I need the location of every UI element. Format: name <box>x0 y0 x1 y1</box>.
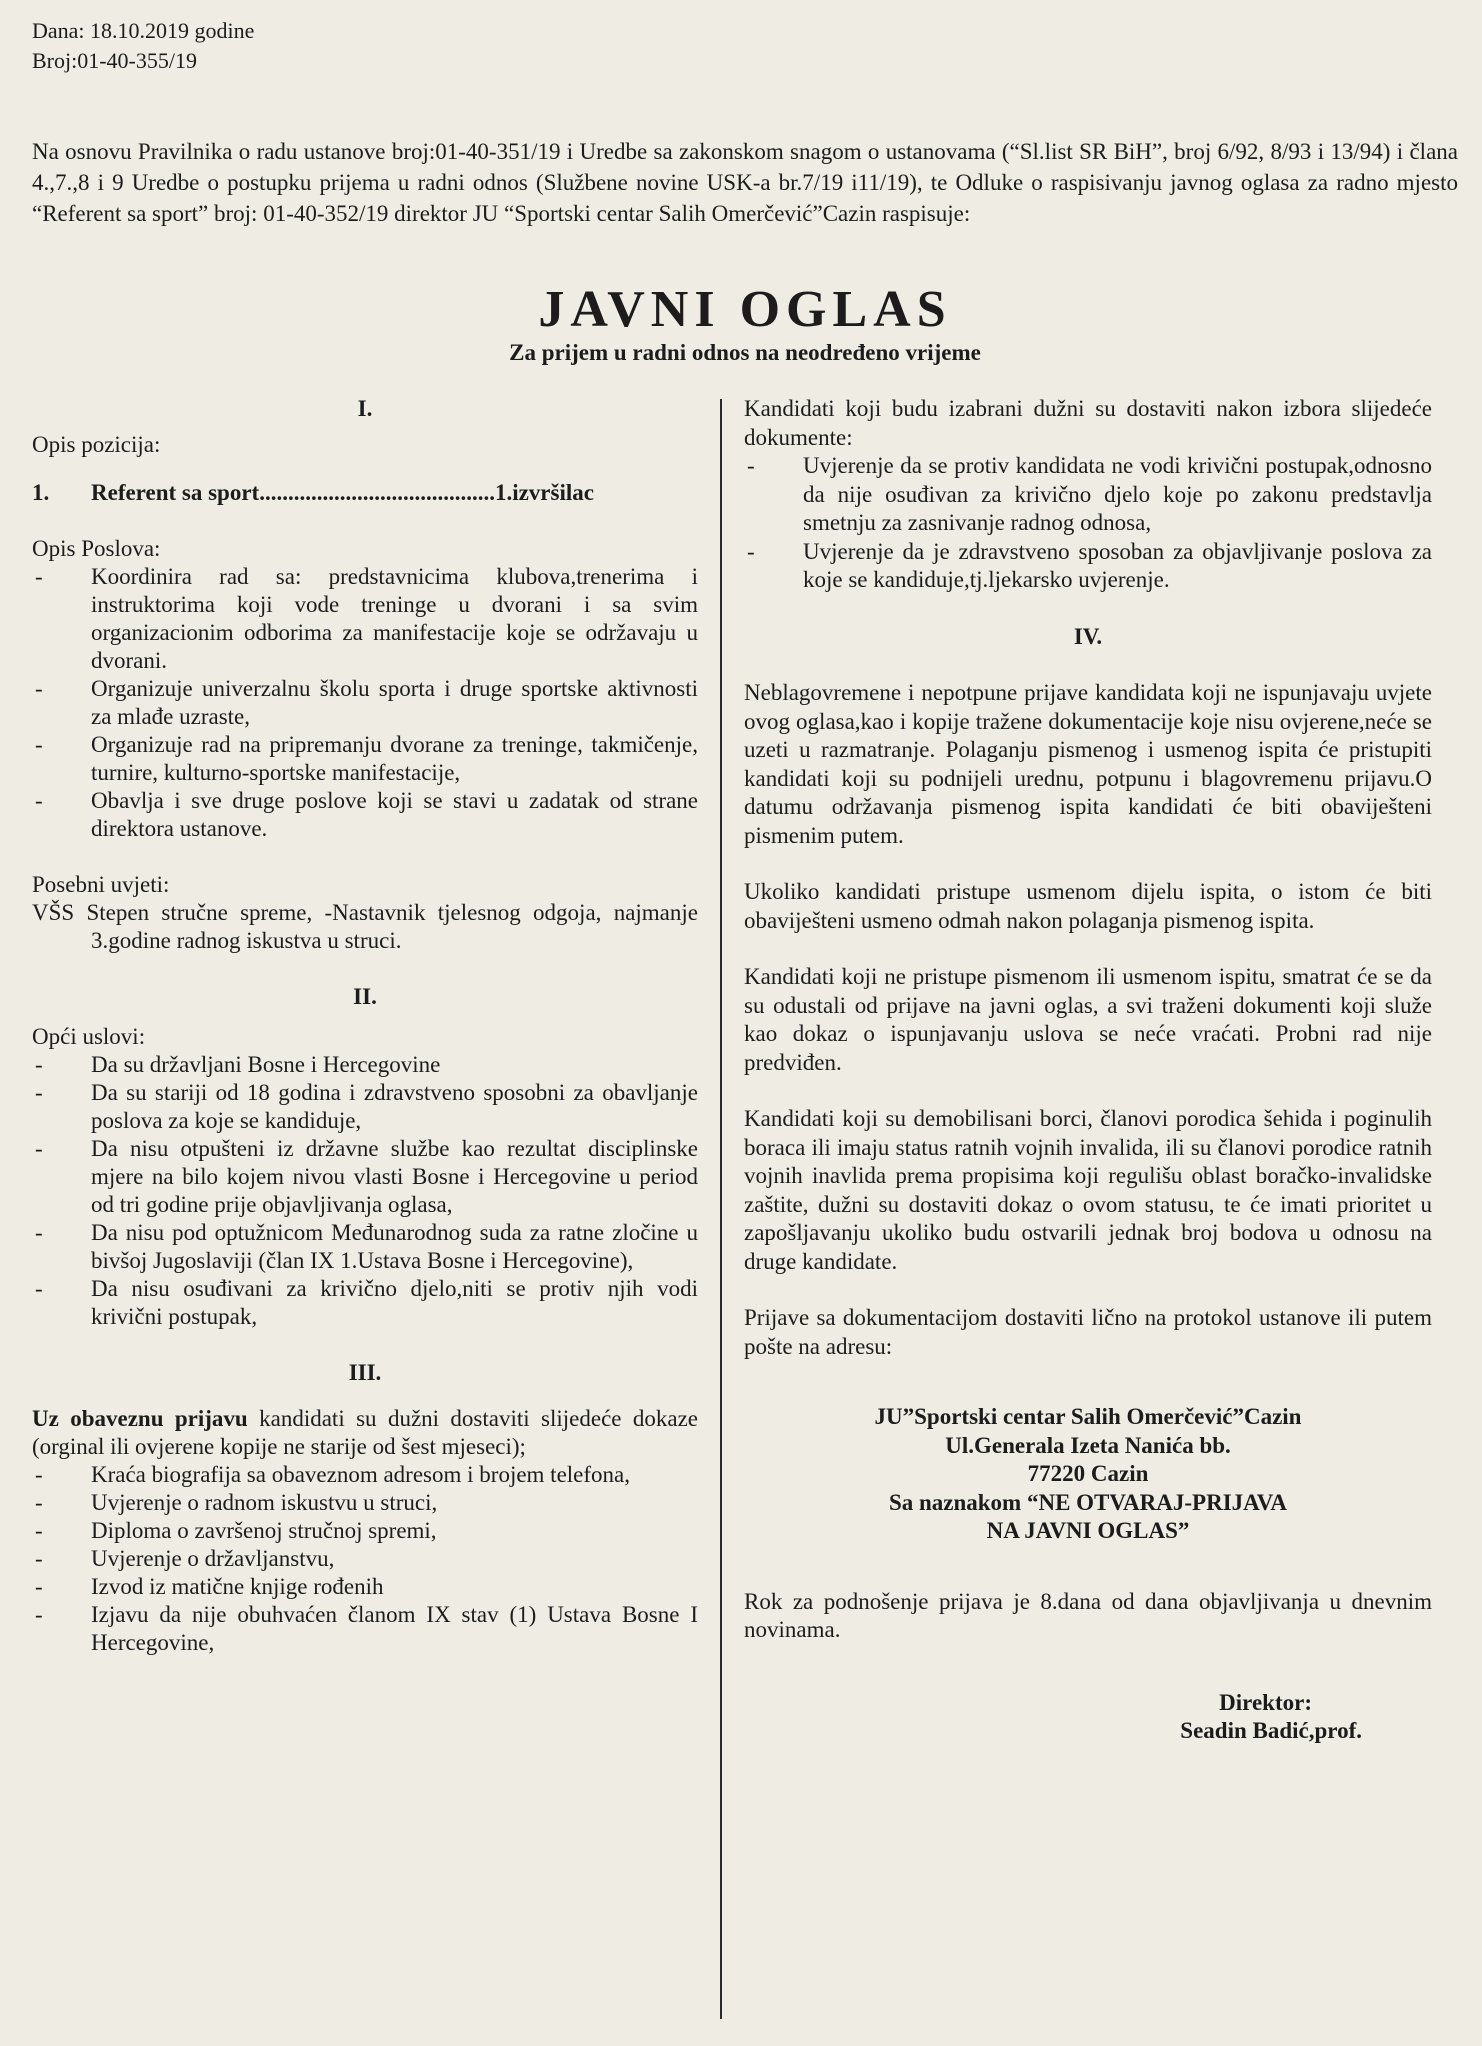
section-heading-3: III. <box>348 1360 382 1385</box>
paragraph-absence: Kandidati koji ne pristupe pismenom ili usmenom ispitu, smatrat će se da su odustali od prijave na javni oglas, a svi traženi dokumenti koji služe kao dokaz o ispunjavanju uslova se neće vraćati. Probni rad nije predviđen. <box>744 964 1432 1075</box>
job-title: Referent sa sport.........................................1.izvršilac <box>91 480 594 505</box>
selected-candidates-intro: Kandidati koji budu izabrani dužni su dostaviti nakon izbora slijedeće dokumente: <box>744 396 1432 450</box>
date-line: Dana: 18.10.2019 godine <box>32 18 255 43</box>
list-item: - Uvjerenje o radnom iskustvu u struci, <box>32 1489 698 1517</box>
list-item: - Da su državljani Bosne i Hercegovine <box>32 1051 698 1079</box>
list-item: - Izjavu da nije obuhvaćen članom IX stav (1) Ustava Bosne I Hercegovine, <box>32 1601 698 1657</box>
address-line: Ul.Generala Izeta Nanića bb. <box>945 1432 1231 1458</box>
duties-label: Opis Poslova: <box>32 536 161 561</box>
duties-list <box>32 563 698 843</box>
postal-address <box>744 1403 1432 1546</box>
required-documents-bold: Uz obaveznu prijavu <box>32 1406 248 1431</box>
signature-name: Seadin Badić,prof. <box>1180 1718 1362 1743</box>
paragraph-submission: Prijave sa dokumentacijom dostaviti lično na protokol ustanove ili putem pošte na adresu: <box>744 1305 1432 1359</box>
special-conditions-label: Posebni uvjeti: <box>32 872 170 897</box>
position-label: Opis pozicija: <box>32 432 161 457</box>
list-item: - Da nisu pod optužnicom Međunarodnog suda za ratne zločine u bivšoj Jugoslaviji (član IX 1.Ustava Bosne i Hercegovine), <box>32 1219 698 1275</box>
paragraph-priority: Kandidati koji su demobilisani borci, članovi porodica šehida i poginulih boraca ili imaju status ratnih vojnih invalida, ili su članovi porodice ratnih vojnih inavlida prema propisima koji regulišu oblast boračko-invalidske zaštite, dužni su dostaviti dokaz o ovom statusu, te će imati prioritet u zapošljavanju ukoliko budu ostvarili jednak broj bodova u odnosu na druge kandidate. <box>744 1106 1432 1274</box>
two-column-body <box>32 395 1458 2019</box>
list-item: - Diploma o završenoj stručnoj spremi, <box>32 1517 698 1545</box>
list-item: - Uvjerenje da je zdravstveno sposoban za objavljivanje poslova za koje se kandiduje,tj.ljekarsko uvjerenje. <box>744 538 1432 595</box>
required-documents-intro <box>32 1405 698 1461</box>
address-line: JU”Sportski centar Salih Omerčević”Cazin <box>874 1404 1302 1429</box>
paragraph-deadline: Rok za podnošenje prijava je 8.dana od dana objavljivanja u dnevnim novinama. <box>744 1588 1432 1642</box>
paragraph-oral-exam: Ukoliko kandidati pristupe usmenom dijelu ispita, o istom će biti obaviješteni usmeno odmah nakon polaganja pismenog ispita. <box>744 879 1432 933</box>
list-item: - Koordinira rad sa: predstavnicima klubova,trenerima i instruktorima koji vode treninge u dvorani i sa svim organizacionim odborima za manifestacije koje se održavaju u dvorani. <box>32 563 698 675</box>
section-heading-1: I. <box>357 396 373 421</box>
signature-block <box>744 1689 1432 1746</box>
special-conditions-text: VŠS Stepen stručne spreme, -Nastavnik tjelesnog odgoja, najmanje 3.godine radnog iskustva u struci. <box>32 900 698 953</box>
general-conditions-label: Opći uslovi: <box>32 1024 146 1049</box>
section-heading-4: IV. <box>1073 623 1103 649</box>
job-line <box>32 479 698 507</box>
address-line: NA JAVNI OGLAS” <box>986 1518 1190 1543</box>
signature-title: Direktor: <box>1219 1689 1312 1715</box>
reference-number: Broj:01-40-355/19 <box>32 48 197 73</box>
list-item: - Da nisu otpušteni iz državne službe kao rezultat disciplinske mjere na bilo kojem nivou vlasti Bosne i Hercegovine u period od tri godine prije objavljivanja oglasa, <box>32 1135 698 1219</box>
announcement-subtitle: Za prijem u radni odnos na neodređeno vrijeme <box>509 340 981 365</box>
left-column <box>32 395 720 2019</box>
document-header <box>32 16 1458 76</box>
required-documents-list <box>32 1461 698 1657</box>
section-heading-2: II. <box>353 984 377 1009</box>
required-documents-rest: kandidati su dužni dostaviti slijedeće dokaze (orginal ili ovjerene kopije ne starije od šest mjeseci); <box>32 1406 699 1459</box>
list-item: - Da nisu osuđivani za krivično djelo,niti se protiv njih vodi krivični postupak, <box>32 1275 698 1331</box>
list-item: - Organizuje univerzalnu školu sporta i druge sportske aktivnosti za mlađe uzraste, <box>32 675 698 731</box>
job-number: 1. <box>32 480 50 505</box>
announcement-title: JAVNI OGLAS <box>538 281 952 338</box>
right-column <box>722 395 1432 2019</box>
list-item: - Uvjerenje da se protiv kandidata ne vodi krivični postupak,odnosno da nije osuđivan za krivično djelo koje po zakonu predstavlja smetnju za zasnivanje radnog odnosa, <box>744 452 1432 538</box>
list-item: - Uvjerenje o državljanstvu, <box>32 1545 698 1573</box>
address-line: Sa naznakom “NE OTVARAJ-PRIJAVA <box>888 1489 1288 1515</box>
list-item: - Da su stariji od 18 godina i zdravstveno sposobni za obavljanje poslova za koje se kandiduje, <box>32 1079 698 1135</box>
list-item: - Izvod iz matične knjige rođenih <box>32 1573 698 1601</box>
paragraph-incomplete-applications: Neblagovremene i nepotpune prijave kandidata koji ne ispunjavaju uvjete ovog oglasa,kao i kopije tražene dokumentacije koje nisu ovjerene,neće se uzeti u razmatranje. Polaganju pismenog i usmenog ispita će pristupiti kandidati koji su podnijeli urednu, potpunu i blagovremenu prijavu.O datumu održavanja pismenog ispita kandidati će biti obaviješteni pismenim putem. <box>744 680 1432 848</box>
general-conditions-list <box>32 1051 698 1331</box>
list-item: - Kraća biografija sa obaveznom adresom i brojem telefona, <box>32 1461 698 1489</box>
selected-candidates-documents <box>744 452 1432 595</box>
list-item: - Obavlja i sve druge poslove koji se stavi u zadatak od strane direktora ustanove. <box>32 787 698 843</box>
intro-paragraph: Na osnovu Pravilnika o radu ustanove broj:01-40-351/19 i Uredbe sa zakonskom snagom o ustanovama (“Sl.list SR BiH”, broj 6/92, 8/93 i 13/94) i člana 4.,7.,8 i 9 Uredbe o postupku prijema u radni odnos (Službene novine USK-a br.7/19 i11/19), te Odluke o raspisivanju javnog oglasa za radno mjesto “Referent sa sport” broj: 01-40-352/19 direktor JU “Sportski centar Salih Omerčević”Cazin raspisuje: <box>32 139 1458 226</box>
list-item: - Organizuje rad na pripremanju dvorane za treninge, takmičenje, turnire, kulturno-sportske manifestacije, <box>32 731 698 787</box>
address-line: 77220 Cazin <box>1027 1461 1149 1486</box>
